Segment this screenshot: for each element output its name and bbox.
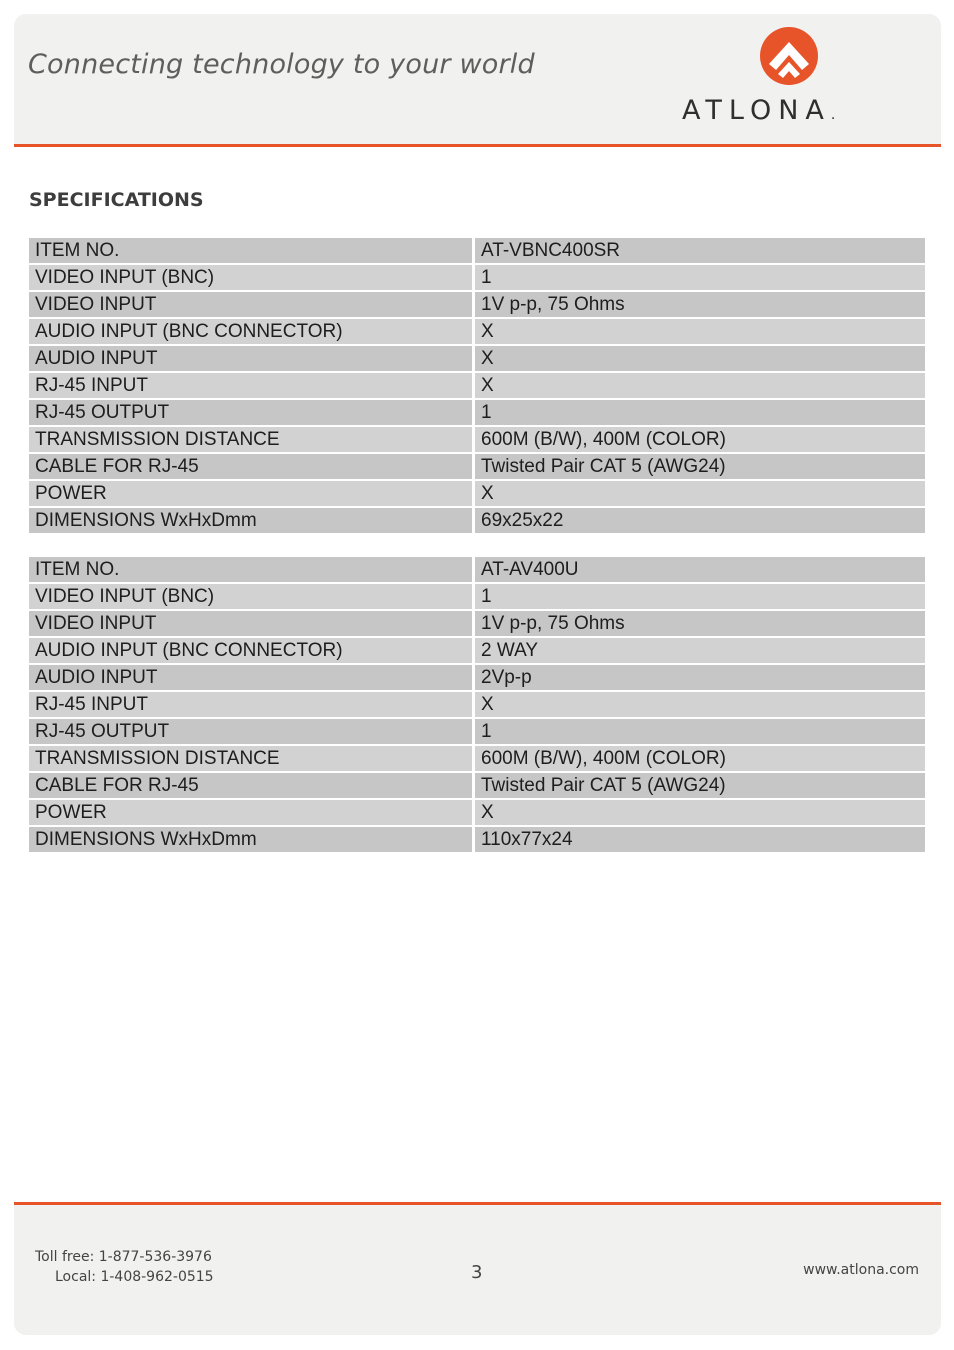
atlona-logo-text (682, 95, 835, 126)
table-row (29, 827, 925, 854)
spec-label: ITEM NO. (29, 557, 475, 584)
table-row (29, 557, 925, 584)
table-row (29, 692, 925, 719)
table-row (29, 481, 925, 508)
table-row (29, 319, 925, 346)
spec-label: RJ-45 INPUT (29, 692, 475, 719)
spec-label: RJ-45 OUTPUT (29, 400, 475, 427)
table-row (29, 800, 925, 827)
spec-value: 600M (B/W), 400M (COLOR) (475, 746, 925, 773)
spec-label: AUDIO INPUT (BNC CONNECTOR) (29, 638, 475, 665)
spec-value: 1V p-p, 75 Ohms (475, 292, 925, 319)
spec-label: POWER (29, 800, 475, 827)
local-number: Local: 1-408-962-0515 (55, 1269, 214, 1285)
spec-value: X (475, 373, 925, 400)
spec-value: 1 (475, 265, 925, 292)
header-rule (14, 144, 941, 147)
table-row (29, 611, 925, 638)
spec-value: X (475, 319, 925, 346)
spec-label: POWER (29, 481, 475, 508)
spec-value: 2 WAY (475, 638, 925, 665)
spec-label: AUDIO INPUT (29, 665, 475, 692)
spec-label: CABLE FOR RJ-45 (29, 773, 475, 800)
table-row (29, 265, 925, 292)
table-row (29, 584, 925, 611)
spec-label: RJ-45 INPUT (29, 373, 475, 400)
table-row (29, 292, 925, 319)
table-row (29, 508, 925, 535)
table-row (29, 638, 925, 665)
page-number: 3 (471, 1262, 483, 1283)
table-row (29, 773, 925, 800)
spec-value: X (475, 346, 925, 373)
table-row (29, 238, 925, 265)
section-title: SPECIFICATIONS (29, 189, 204, 211)
spec-table-2 (29, 557, 925, 854)
spec-table-1 (29, 238, 925, 535)
table-row (29, 427, 925, 454)
spec-label: VIDEO INPUT (BNC) (29, 584, 475, 611)
spec-label: RJ-45 OUTPUT (29, 719, 475, 746)
table-row (29, 665, 925, 692)
spec-label: VIDEO INPUT (29, 292, 475, 319)
spec-label: TRANSMISSION DISTANCE (29, 746, 475, 773)
spec-value: 600M (B/W), 400M (COLOR) (475, 427, 925, 454)
table-row (29, 373, 925, 400)
spec-label: AUDIO INPUT (BNC CONNECTOR) (29, 319, 475, 346)
spec-value: AT-AV400U (475, 557, 925, 584)
spec-label: ITEM NO. (29, 238, 475, 265)
spec-label: VIDEO INPUT (BNC) (29, 265, 475, 292)
spec-label: TRANSMISSION DISTANCE (29, 427, 475, 454)
spec-label: VIDEO INPUT (29, 611, 475, 638)
spec-value: X (475, 481, 925, 508)
table-row (29, 454, 925, 481)
spec-value: 69x25x22 (475, 508, 925, 535)
table-row (29, 346, 925, 373)
spec-value: Twisted Pair CAT 5 (AWG24) (475, 454, 925, 481)
spec-value: X (475, 692, 925, 719)
atlona-logo-icon (758, 22, 820, 92)
tagline: Connecting technology to your world (28, 49, 535, 80)
spec-value: Twisted Pair CAT 5 (AWG24) (475, 773, 925, 800)
spec-value: 1 (475, 719, 925, 746)
spec-value: X (475, 800, 925, 827)
table-row (29, 400, 925, 427)
spec-label: DIMENSIONS WxHxDmm (29, 827, 475, 854)
spec-value: 1 (475, 584, 925, 611)
website-link[interactable]: www.atlona.com (803, 1262, 919, 1278)
spec-label: CABLE FOR RJ-45 (29, 454, 475, 481)
spec-value: 110x77x24 (475, 827, 925, 854)
table-row (29, 746, 925, 773)
spec-value: 1 (475, 400, 925, 427)
spec-value: AT-VBNC400SR (475, 238, 925, 265)
spec-value: 2Vp-p (475, 665, 925, 692)
table-row (29, 719, 925, 746)
toll-free-number: Toll free: 1-877-536-3976 (35, 1249, 212, 1265)
spec-value: 1V p-p, 75 Ohms (475, 611, 925, 638)
logo-dot: . (830, 107, 836, 123)
logo-wordmark: ATLONA (682, 95, 831, 126)
spec-label: AUDIO INPUT (29, 346, 475, 373)
spec-label: DIMENSIONS WxHxDmm (29, 508, 475, 535)
